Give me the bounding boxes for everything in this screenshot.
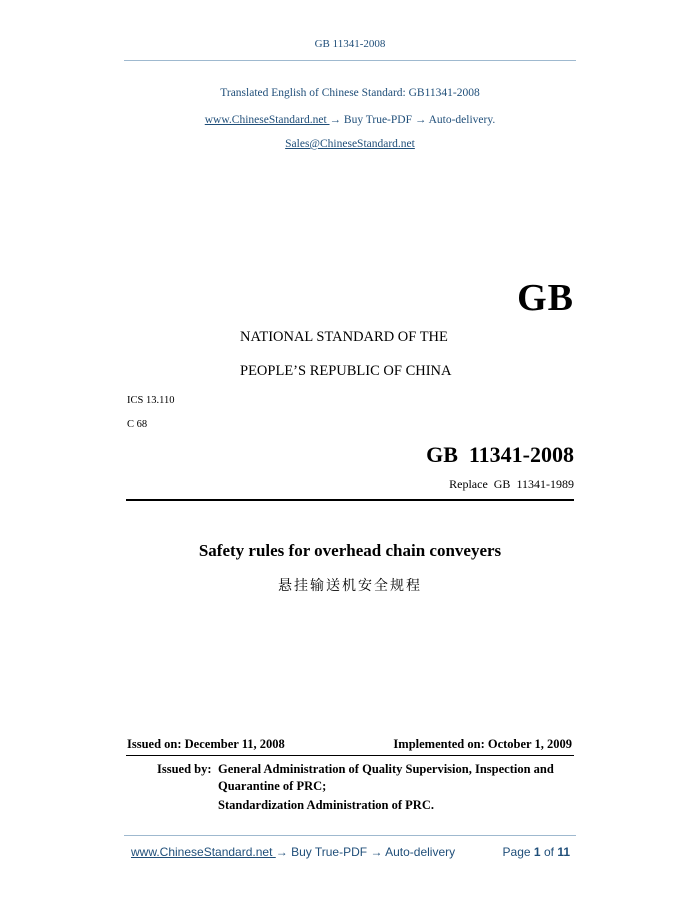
page-current: 1	[533, 845, 541, 859]
arrow-right-icon: →	[275, 845, 288, 859]
page-label: Page	[502, 845, 531, 859]
header-divider	[124, 60, 576, 61]
title-english: Safety rules for overhead chain conveyers	[198, 541, 502, 560]
promo-email-line	[0, 138, 700, 150]
promo-buy-text: Buy True-PDF	[341, 114, 415, 126]
promo-buy-line	[0, 114, 700, 126]
replaced-standard: Replace GB 11341-1989	[449, 477, 574, 491]
issuer-1-line-1: General Administration of Quality Supervision, Inspection and	[218, 762, 554, 776]
national-standard-line1: NATIONAL STANDARD OF THE	[240, 329, 448, 345]
issued-on-date: Issued on: December 11, 2008	[127, 737, 285, 751]
arrow-right-icon: →	[329, 114, 342, 126]
issued-by-label: Issued by:	[157, 762, 212, 776]
implemented-on-date: Implemented on: October 1, 2009	[393, 737, 572, 751]
arrow-right-icon: →	[370, 845, 383, 859]
promo-email-link[interactable]: Sales@ChineseStandard.net	[285, 138, 415, 150]
issuer-1-line-2: Quarantine of PRC;	[218, 779, 327, 793]
dates-divider	[126, 755, 574, 756]
promo-translation-line: Translated English of Chinese Standard: GB11341-2008	[220, 87, 480, 99]
national-standard-line2: PEOPLE’S REPUBLIC OF CHINA	[240, 363, 452, 379]
footer-divider	[124, 835, 576, 836]
footer-buy-line	[131, 845, 455, 859]
issuer-2: Standardization Administration of PRC.	[218, 798, 434, 812]
ccs-code: C 68	[127, 419, 148, 430]
page-indicator	[503, 845, 570, 859]
page-total: 11	[557, 845, 570, 859]
ics-code: ICS 13.110	[127, 395, 175, 406]
footer-site-link[interactable]: www.ChineseStandard.net	[131, 845, 276, 859]
gb-logo-mark: GB	[517, 277, 574, 319]
running-header: GB 11341-2008	[314, 38, 386, 50]
title-chinese: 悬挂输送机安全规程	[278, 578, 422, 594]
title-divider	[126, 499, 574, 501]
footer-buy-text: Buy True-PDF	[287, 845, 371, 859]
page-of: of	[543, 845, 554, 859]
standard-number: GB 11341-2008	[426, 442, 574, 467]
promo-delivery-text: Auto-delivery.	[426, 114, 496, 126]
promo-site-link[interactable]: www.ChineseStandard.net	[204, 114, 330, 126]
arrow-right-icon: →	[414, 114, 427, 126]
footer-delivery-text: Auto-delivery	[382, 845, 456, 859]
